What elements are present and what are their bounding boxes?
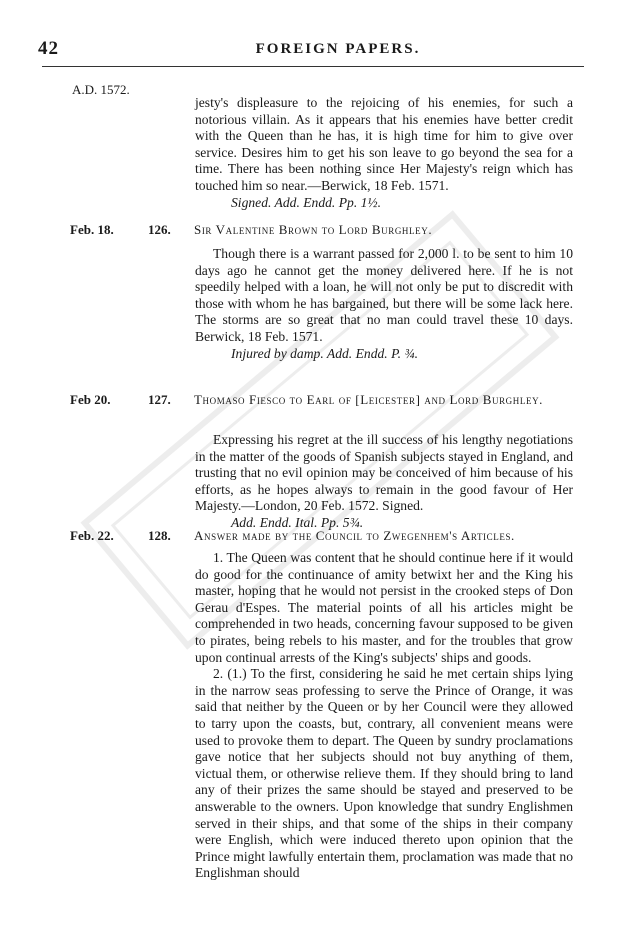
- continuation-meta: Signed. Add. Endd. Pp. 1½.: [231, 194, 382, 210]
- entry-paragraph: Though there is a warrant passed for 2,000 l. to be sent to him 10 days ago he cannot get the money delivered here. If he is not speedily helped with a loan, he will not only be put to discredit with those with whom he has bargained, but there will be some lack here. The storms are so great that no man could travel these 10 days. Berwick, 18 Feb. 1571.: [195, 246, 573, 344]
- entry-127-body: [195, 432, 573, 532]
- entry-paragraph: 1. The Queen was content that he should continue here if it would do good for the continuance of amity betwixt her and the King his master, hoping that he would not persist in the crooked steps of Don Gerau d'Espes. The material points of all his articles might be comprehended in two heads, concerning favour supposed to be given to pirates, being rebels to his master, and for the troubles that grow upon continual arrests of the King's subjects' ships and goods.: [195, 550, 573, 665]
- entry-number: 127.: [148, 392, 171, 407]
- header-rule: [42, 66, 584, 67]
- running-head: FOREIGN PAPERS.: [255, 41, 421, 57]
- entry-date: Feb 20.: [70, 392, 111, 407]
- entry-paragraph: Expressing his regret at the ill success of his lengthy negotiations in the matter of the goods of Spanish subjects stayed in England, and trusting that no evil opinion may be conceived of him because of his efforts, as he hopes always to remain in the good favour of Her Majesty.—London, 20 Feb. 1572. Signed.: [195, 432, 573, 514]
- margin-year: A.D. 1572.: [72, 82, 130, 97]
- page-header: [30, 38, 586, 68]
- entry-date: Feb. 18.: [70, 222, 114, 237]
- continuation-block: [195, 95, 573, 211]
- page-number: 42: [38, 38, 59, 59]
- entry-number: 126.: [148, 222, 171, 237]
- entry-title: Sir Valentine Brown to Lord Burghley.: [194, 222, 433, 237]
- entry-meta: Add. Endd. Ital. Pp. 5¾.: [231, 514, 364, 530]
- entry-128-body: [195, 550, 573, 882]
- entry-title: Thomaso Fiesco to Earl of [Leicester] and Lord Burghley.: [194, 392, 544, 407]
- continuation-text: jesty's displeasure to the rejoicing of his enemies, for such a notorious villain. As it appears that his enemies have better credit with the Queen than he has, it is high time for him to give over service. Desires him to get his son leave to go beyond the sea for a time. There has been nothing since Her Majesty's reign which has touched him so near.—Berwick, 18 Feb. 1571.: [195, 95, 573, 193]
- entry-date: Feb. 22.: [70, 528, 114, 543]
- entry-title: Answer made by the Council to Zwegenhem's Articles.: [194, 528, 515, 543]
- entry-126-body: [195, 246, 573, 362]
- entry-meta: Injured by damp. Add. Endd. P. ¾.: [231, 345, 419, 361]
- entry-number: 128.: [148, 528, 171, 543]
- entry-paragraph: 2. (1.) To the first, considering he said he met certain ships lying in the narrow seas professing to serve the Prince of Orange, it was said that neither by the Queen or by her Council were they allowed to tarry upon the coasts, but, contrary, all convenient means were used to provoke them to depart. The Queen by sundry proclamations gave notice that her subjects should not buy anything of them, victual them, or otherwise relieve them. If they should bring to land any of their prizes the same should be stayed and preserved to be answerable to the owners. Upon knowledge that sundry Englishmen served in their ships, and that some of the ships in their company were English, which were induced thereto upon opinion that the Prince might lawfully entertain them, proclamation was made that no Englishman should: [195, 666, 573, 881]
